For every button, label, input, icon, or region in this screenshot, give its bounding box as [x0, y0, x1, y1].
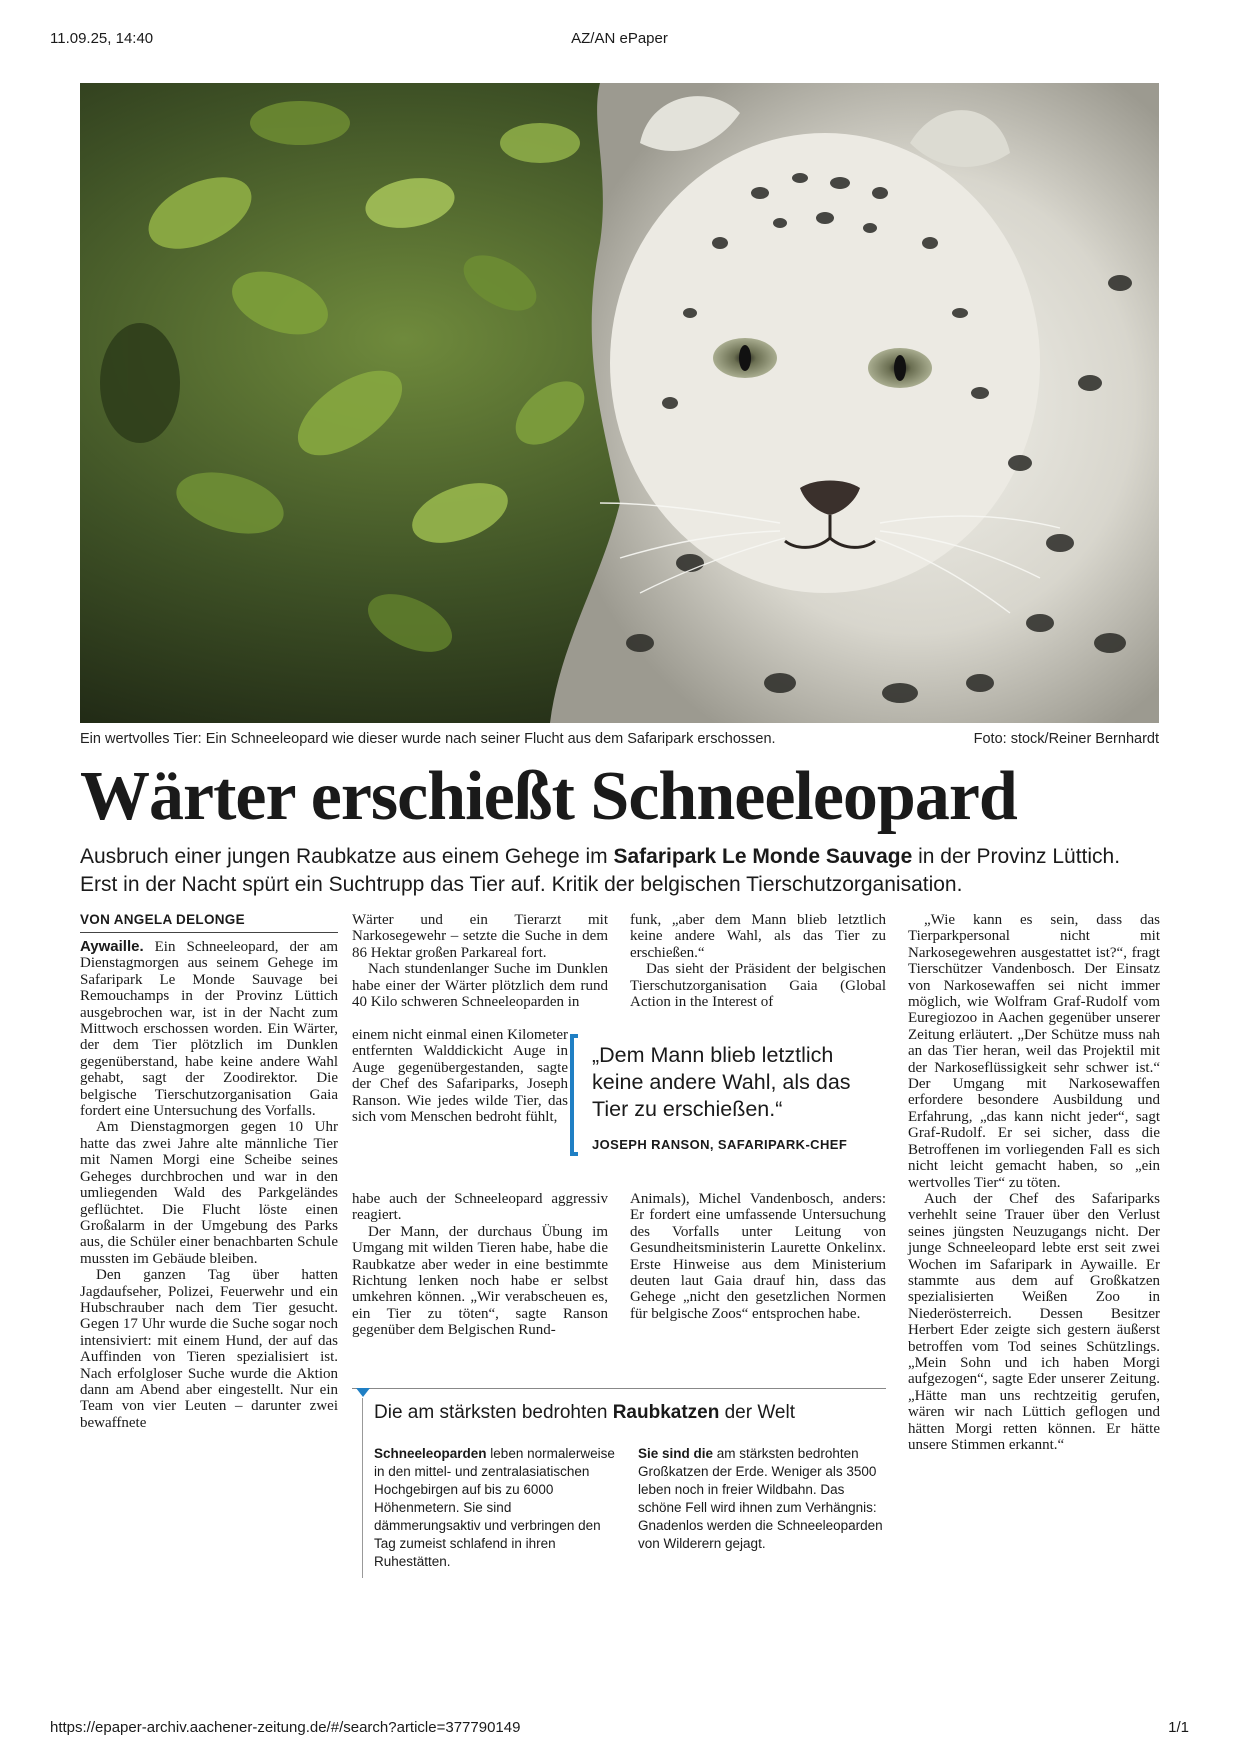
- dateline: Aywaille.: [80, 938, 144, 955]
- info-box-marker-icon: [356, 1388, 370, 1397]
- caption-text: Ein wertvolles Tier: Ein Schneeleopard wie dieser wurde nach seiner Flucht aus dem Safaripark erschossen.: [80, 731, 776, 747]
- article-subhead: [80, 843, 1159, 899]
- paragraph: Das sieht der Präsident der belgischen Tierschutzorganisation Gaia (Global Action in the Interest of: [630, 961, 886, 1011]
- article-column-1: [80, 912, 338, 1431]
- snow-leopard-image: [80, 83, 1159, 723]
- photo-caption: [80, 731, 1159, 753]
- paragraph: Wärter und ein Tierarzt mit Narkosegewehr – setzte die Suche in dem 86 Hektar großen Parkareal fort.: [352, 912, 608, 961]
- print-footer: [50, 1719, 1189, 1739]
- byline: VON ANGELA DELONGE: [80, 912, 338, 933]
- print-title: AZ/AN ePaper: [571, 30, 668, 47]
- quote-author: JOSEPH RANSON, SAFARIPARK-CHEF: [592, 1137, 848, 1152]
- paragraph: Nach stundenlanger Suche im Dunklen habe einer der Wärter plötzlich dem rund 40 Kilo schweren Schneeleoparden in: [352, 961, 608, 1011]
- right-text: am stärksten bedrohten Großkatzen der Erde. Weniger als 3500 leben noch in freier Wildbahn. Das schöne Fell wird ihnen zum Verhängnis: Gnadenlos werden die Schneeleoparden von Wilderern gejagt.: [638, 1446, 883, 1551]
- left-bold: Schneeleoparden: [374, 1446, 487, 1461]
- article-column-3-bottom: [630, 1191, 886, 1322]
- info-box-right-text: [638, 1445, 886, 1553]
- subhead-post: in der Provinz Lüttich. Erst in der Nacht spürt ein Suchtrupp das Tier auf. Kritik der belgischen Tierschutzorganisation.: [80, 845, 1121, 896]
- left-text: leben normalerweise in den mittel- und zentralasiatischen Hochgebirgen auf bis zu 6000 Höhenmetern. Sie sind dämmerungsaktiv und verbringen den Tag zumeist schlafend in ihren Ruhestätten.: [374, 1446, 615, 1569]
- article-headline: Wärter erschießt Schneeleopard: [80, 758, 1017, 835]
- print-header: [50, 30, 1189, 50]
- info-box-title: [374, 1402, 795, 1424]
- quote-bracket: [570, 1034, 578, 1156]
- title-pre: Die am stärksten bedrohten: [374, 1402, 613, 1423]
- photo-credit: Foto: stock/Reiner Bernhardt: [973, 731, 1159, 747]
- article-column-4: [908, 912, 1160, 1453]
- paragraph: Auch der Chef des Safariparks verhehlt seine Trauer über den Verlust seines jüngsten Neuzugangs nicht. Der junge Schneeleopard lebte erst seit zwei Wochen im Safaripark in Aywaille. Er stammte aus dem auf Großkatzen spezialisierten Weißen Zoo in Niederösterreich. Dessen Besitzer Herbert Eder zeigte sich gestern äußerst betroffen vom Tod seines Schützlings. „Mein Sohn und ich haben Morgi aufgezogen“, sagte Eder unserer Zeitung. „Hätte man uns rechtzeitig gerufen, wären wir nach Lüttich geflogen und hätten Morgi retten können. Er hätte unsere Stimmen erkannt.“: [908, 1190, 1160, 1453]
- paragraph: Am Dienstagmorgen gegen 10 Uhr hatte das zwei Jahre alte männliche Tier mit Namen Morgi eine Scheibe seines Geheges durchbrochen und war in den umliegenden Wald des Parkgeländes geflüchtet. Die Flucht löste einen Großalarm in der Umgebung des Parks aus, die Schüler einer benachbarten Schule mussten im Gebäude bleiben.: [80, 1119, 338, 1267]
- article-column-2-top: [352, 912, 608, 1010]
- paragraph: Animals), Michel Vandenbosch, anders: Er fordert eine umfassende Untersuchung des Vorfalls unter Leitung von Gesundheitsministerin Laurette Onkelinx. Erste Hinweise aus dem Ministerium deuten laut Gaia drauf hin, dass das Gehege „nicht den gesetzlichen Normen für belgische Zoos“ entsprochen habe.: [630, 1191, 886, 1322]
- article-column-2-bottom: [352, 1191, 608, 1339]
- subhead-bold: Safaripark Le Monde Sauvage: [613, 845, 913, 868]
- footer-page-number: 1/1: [1168, 1719, 1189, 1736]
- pull-quote: [570, 1034, 886, 1159]
- right-bold: Sie sind die: [638, 1446, 714, 1461]
- quote-text: „Dem Mann blieb letztlich keine andere Wahl, als das Tier zu erschießen.“: [592, 1043, 851, 1121]
- article-column-3-top: [630, 912, 886, 1010]
- print-date: 11.09.25, 14:40: [50, 30, 154, 47]
- paragraph: funk, „aber dem Mann blieb letztlich keine andere Wahl, als das Tier zu erschießen.“: [630, 912, 886, 961]
- paragraph: „Wie kann es sein, dass das Tierparkpersonal nicht mit Narkosegewehren ausgestattet ist?“, fragt Tierschützer Vandenbosch. Der Einsatz von Narkosewaffen sei nicht immer möglich, wie Wolfram Graf-Rudolf vom Euregiozoo in Aachen gegenüber unserer Zeitung erläutert. „Der Schütze muss nah an das Tier heran, weil das Projektil mit der Narkoseflüssigkeit sehr schwer ist.“ Der Umgang mit Narkosewaffen erfordere besondere Ausbildung und Erfahrung, „das kann nicht jeder“, sagt Graf-Rudolf. Er sei sicher, dass die Betroffenen im vorliegenden Fall es sich nicht leicht gemacht haben, so „ein wertvolles Tier“ zu töten.: [908, 912, 1160, 1191]
- footer-url[interactable]: https://epaper-archiv.aachener-zeitung.de/#/search?article=377790149: [50, 1719, 521, 1736]
- article-photo: [80, 83, 1159, 723]
- article-column-2-narrow: [352, 1027, 568, 1125]
- paragraph: habe auch der Schneeleopard aggressiv reagiert.: [352, 1191, 608, 1224]
- paragraph: Der Mann, der durchaus Übung im Umgang mit wilden Tieren habe, habe die Raubkatze aber weder in eine bestimmte Richtung lenken noch habe er selbst umkehren können. „Wir verabscheuen es, ein Tier zu töten“, sagte Ranson gegenüber dem Belgischen Rund-: [352, 1223, 608, 1339]
- paragraph: einem nicht einmal einen Kilometer entfernten Walddickicht Auge in Auge gegenübergestanden, sagte der Chef des Safariparks, Joseph Ranson. Wie jedes wilde Tier, das sich vom Menschen bedroht fühlt,: [352, 1027, 568, 1126]
- paragraph: Den ganzen Tag über hatten Jagdaufseher, Polizei, Feuerwehr und ein Hubschrauber nach dem Tier gesucht. Gegen 17 Uhr wurde die Suche sogar noch intensiviert: mit einem Hund, der auf das Auffinden von Tieren spezialisiert ist. Nach erfolgloser Suche wurde die Aktion dann am Abend aber eingestellt. Nur ein Team von vier Leuten – darunter zwei bewaffnete: [80, 1267, 338, 1431]
- title-post: der Welt: [719, 1402, 796, 1423]
- info-box-left-text: [374, 1445, 620, 1571]
- info-box-rule: [352, 1388, 886, 1389]
- title-bold: Raubkatzen: [612, 1402, 720, 1423]
- subhead-pre: Ausbruch einer jungen Raubkatze aus einem Gehege im: [80, 845, 614, 868]
- paragraph: [80, 939, 338, 1119]
- info-box: [352, 1388, 886, 1598]
- paragraph-text: Ein Schneeleopard, der am Dienstagmorgen aus seinem Gehege im Safaripark Le Monde Sauvage bei Remouchamps in der Provinz Lüttich ausgebrochen war, ist in der Nacht zum Mittwoch erschossen worden. Ein Wärter, der dem Tier plötzlich im Dunklen gegenüberstand, habe keine andere Wahl gehabt, sagt der Zoodirektor. Die belgische Tierschutzorganisation Gaia fordert eine Untersuchung des Vorfalls.: [80, 939, 338, 1120]
- info-box-divider: [362, 1398, 363, 1578]
